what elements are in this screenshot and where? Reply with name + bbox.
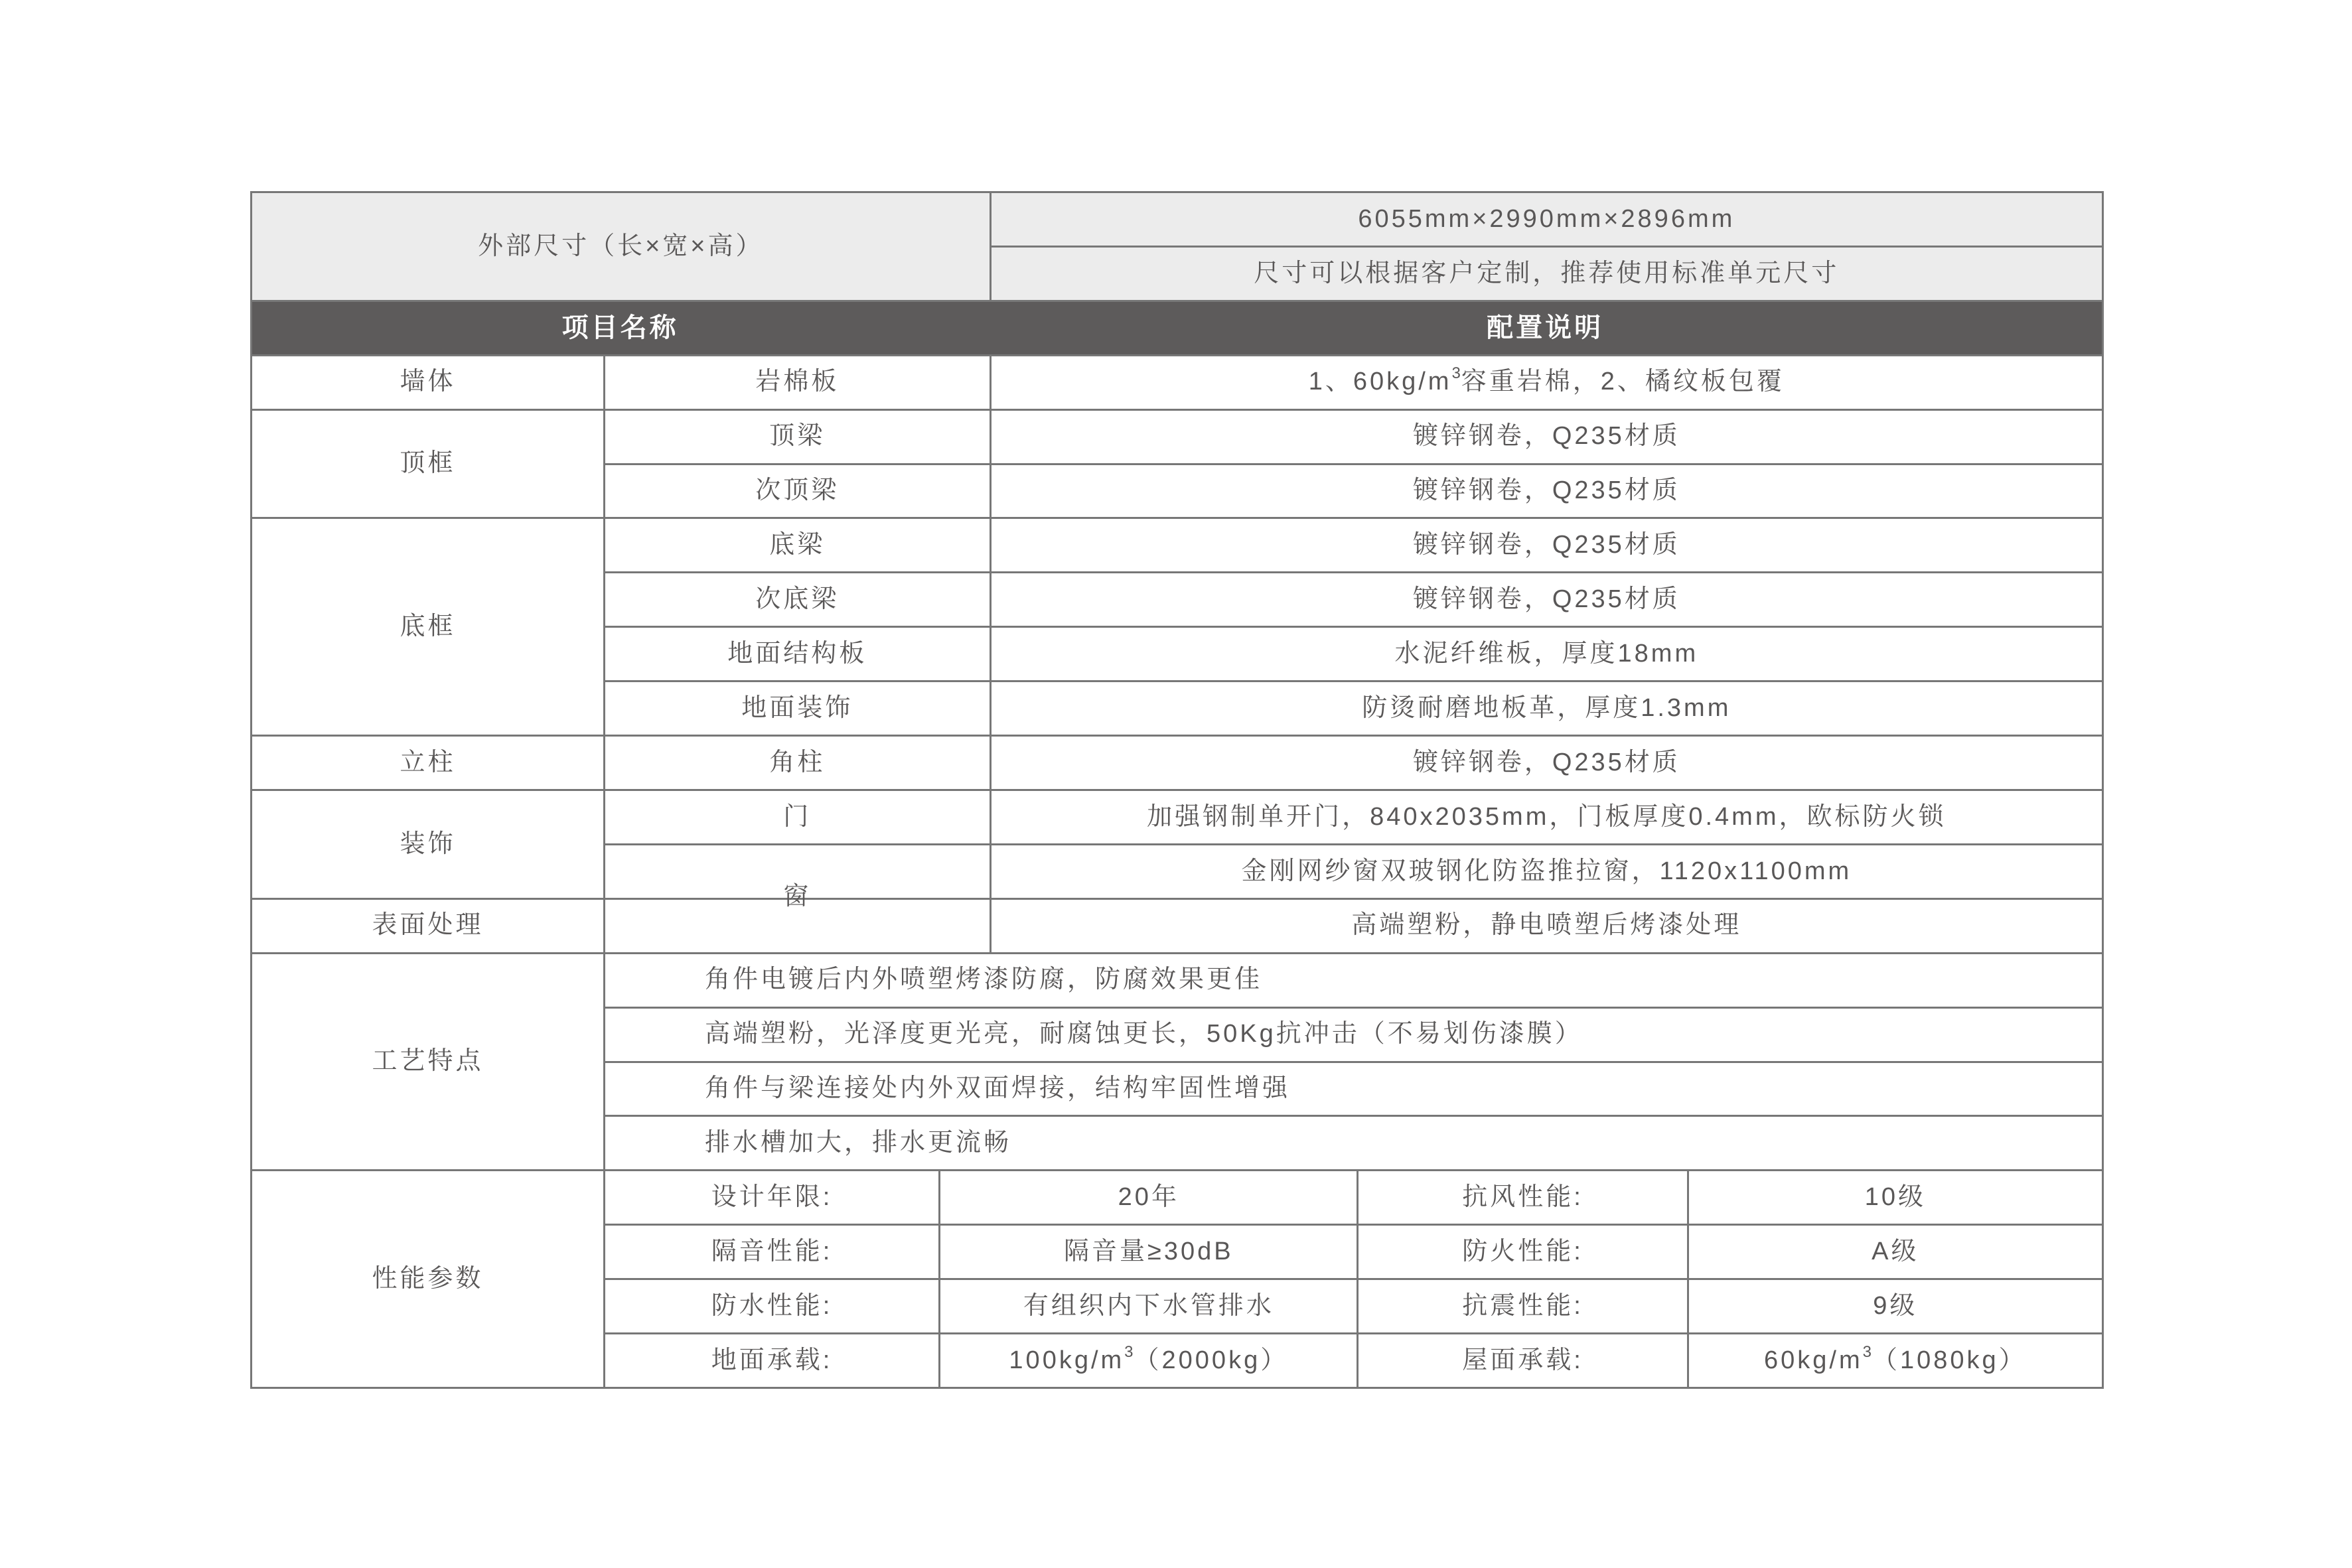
part-cell-floor-finish: 地面装饰 bbox=[605, 682, 990, 735]
config-cell-secondary-bottom-beam: 镀锌钢卷，Q235材质 bbox=[992, 573, 2102, 626]
craft-feature-row-2: 高端塑粉，光泽度更光亮，耐腐蚀更长，50Kg抗冲击（不易划伤漆膜） bbox=[605, 1009, 2102, 1061]
group-cell-bottom-frame: 底框 bbox=[252, 519, 603, 735]
craft-feature-row-1: 角件电镀后内外喷塑烤漆防腐，防腐效果更佳 bbox=[605, 954, 2102, 1007]
perf-value-floor-load: 100kg/m $^3$ （2000kg） bbox=[940, 1334, 1357, 1387]
config-cell-corner-post: 镀锌钢卷，Q235材质 bbox=[992, 737, 2102, 789]
group-cell-top-frame: 顶框 bbox=[252, 411, 603, 518]
perf-label-fire-resistance: 防火性能: bbox=[1359, 1226, 1686, 1278]
header-config-column: 配置说明 bbox=[1487, 313, 1604, 343]
config-cell-door: 加强钢制单开门，840x2035mm，门板厚度0.4mm，欧标防火锁 bbox=[992, 791, 2102, 843]
group-cell-surface-treatment: 表面处理 bbox=[252, 900, 603, 952]
config-cell-wall: 1、60kg/m $^3$ 容重岩棉，2、橘纹板包覆 bbox=[992, 356, 2102, 409]
part-cell-secondary-top-beam: 次顶梁 bbox=[605, 465, 990, 518]
perf-label-floor-load: 地面承载: bbox=[605, 1334, 938, 1387]
perf-value-waterproof: 有组织内下水管排水 bbox=[940, 1280, 1357, 1332]
part-window-label: 窗 bbox=[783, 882, 812, 910]
part-cell-bottom-beam: 底梁 bbox=[605, 519, 990, 571]
dimensions-value-cell: 6055mm×2990mm×2896mm bbox=[992, 193, 2102, 246]
config-wall-post: 容重岩棉，2、橘纹板包覆 bbox=[1461, 368, 1785, 396]
perf-value-wind-resistance: 10级 bbox=[1689, 1171, 2102, 1224]
perf-value-design-life: 20年 bbox=[940, 1171, 1357, 1224]
floor-load-pre: 100kg/m bbox=[1009, 1346, 1125, 1374]
part-cell-rock-wool-panel: 岩棉板 bbox=[605, 356, 990, 409]
perf-value-seismic: 9级 bbox=[1689, 1280, 2102, 1332]
perf-value-sound-insulation: 隔音量≥30dB bbox=[940, 1226, 1357, 1278]
config-cell-bottom-beam: 镀锌钢卷，Q235材质 bbox=[992, 519, 2102, 571]
part-cell-floor-structure-board: 地面结构板 bbox=[605, 628, 990, 680]
config-cell-floor-structure-board: 水泥纤维板，厚度18mm bbox=[992, 628, 2102, 680]
table-header-band bbox=[252, 302, 2102, 354]
config-cell-floor-finish: 防烫耐磨地板革，厚度1.3mm bbox=[992, 682, 2102, 735]
config-cell-window: 金刚网纱窗双玻钢化防盗推拉窗，1120x1100mm bbox=[992, 845, 2102, 898]
perf-value-fire-resistance: A级 bbox=[1689, 1226, 2102, 1278]
roof-load-post: （1080kg） bbox=[1872, 1346, 2027, 1374]
roof-load-pre: 60kg/m bbox=[1764, 1346, 1863, 1374]
dimensions-label-cell: 外部尺寸（长×宽×高） bbox=[252, 193, 990, 300]
group-cell-wall: 墙体 bbox=[252, 356, 603, 409]
part-cell-door: 门 bbox=[605, 791, 990, 843]
group-cell-column: 立柱 bbox=[252, 737, 603, 789]
perf-label-wind-resistance: 抗风性能: bbox=[1359, 1171, 1686, 1224]
config-wall-pre: 1、60kg/m bbox=[1308, 368, 1452, 396]
perf-label-seismic: 抗震性能: bbox=[1359, 1280, 1686, 1332]
group-cell-performance: 性能参数 bbox=[252, 1171, 603, 1387]
perf-label-sound-insulation: 隔音性能: bbox=[605, 1226, 938, 1278]
group-cell-craft-features: 工艺特点 bbox=[252, 954, 603, 1170]
part-cell-corner-post: 角柱 bbox=[605, 737, 990, 789]
craft-feature-row-4: 排水槽加大，排水更流畅 bbox=[605, 1117, 2102, 1169]
part-cell-window bbox=[605, 845, 990, 910]
config-cell-top-beam: 镀锌钢卷，Q235材质 bbox=[992, 411, 2102, 463]
craft-feature-row-3: 角件与梁连接处内外双面焊接，结构牢固性增强 bbox=[605, 1063, 2102, 1115]
part-cell-secondary-bottom-beam: 次底梁 bbox=[605, 573, 990, 626]
perf-label-design-life: 设计年限: bbox=[605, 1171, 938, 1224]
perf-label-roof-load: 屋面承载: bbox=[1359, 1334, 1686, 1387]
config-cell-secondary-top-beam: 镀锌钢卷，Q235材质 bbox=[992, 465, 2102, 518]
spec-table bbox=[250, 191, 2104, 1389]
perf-label-waterproof: 防水性能: bbox=[605, 1280, 938, 1332]
part-cell-top-beam: 顶梁 bbox=[605, 411, 990, 463]
floor-load-post: （2000kg） bbox=[1134, 1346, 1289, 1374]
header-item-column: 项目名称 bbox=[561, 313, 679, 343]
config-cell-surface-treatment: 高端塑粉，静电喷塑后烤漆处理 bbox=[992, 900, 2102, 952]
group-cell-decoration: 装饰 bbox=[252, 791, 603, 898]
perf-value-roof-load: 60kg/m $^3$ （1080kg） bbox=[1689, 1334, 2102, 1387]
dimensions-note-cell: 尺寸可以根据客户定制，推荐使用标准单元尺寸 bbox=[992, 248, 2102, 300]
